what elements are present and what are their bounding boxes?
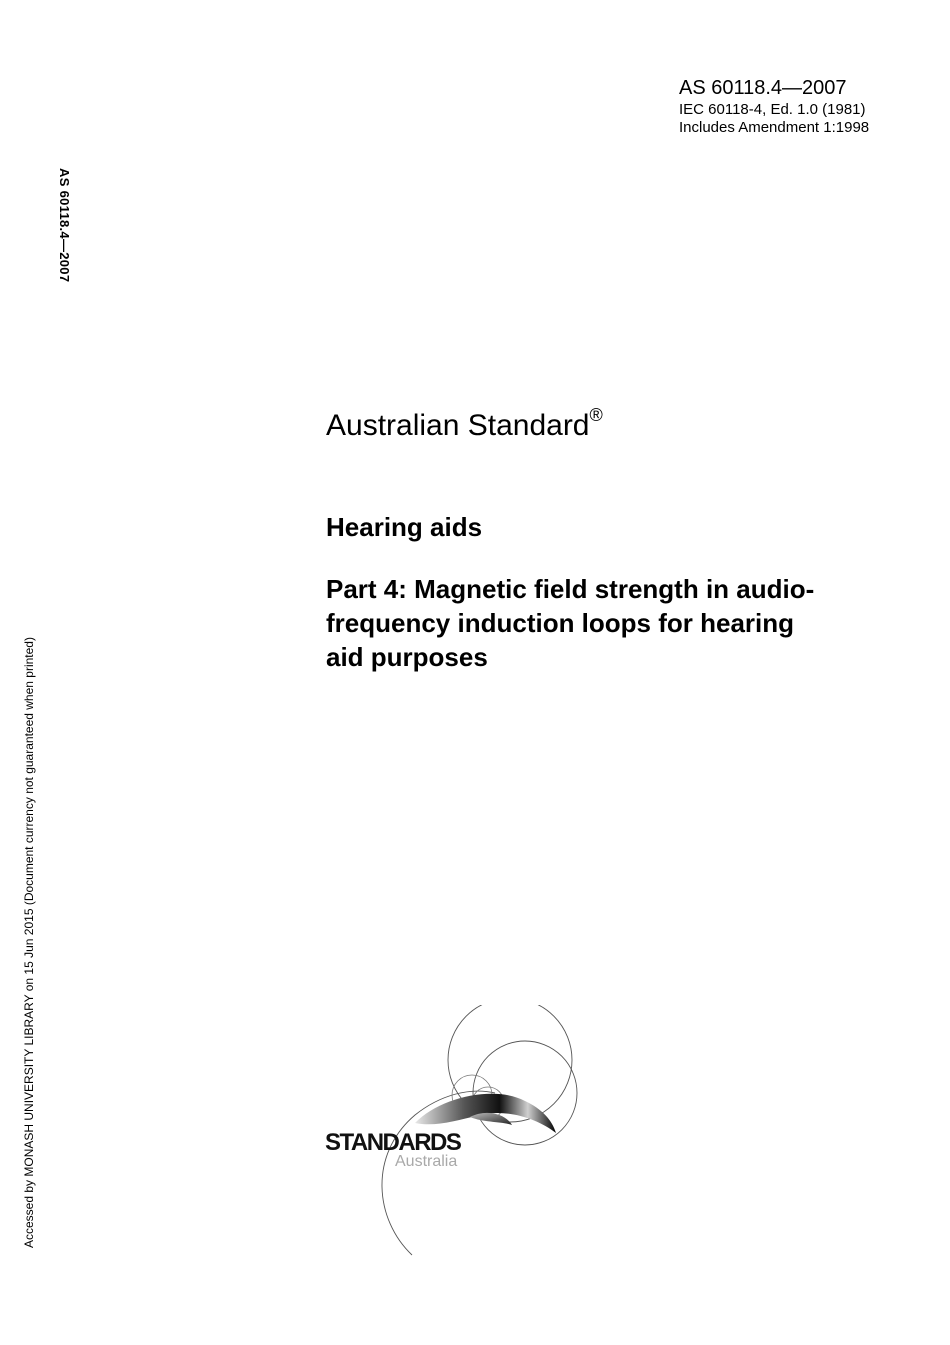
standard-type-text: Australian Standard (326, 409, 590, 442)
registered-mark: ® (589, 405, 603, 425)
standards-australia-logo (320, 1005, 590, 1265)
spine-standard-number: AS 60118.4—2007 (57, 168, 72, 283)
document-identifier-block (679, 78, 869, 138)
logo-primary-text: STANDARDS (325, 1129, 461, 1156)
logo-swoosh-inner (470, 1113, 512, 1125)
part-title: Part 4: Magnetic field strength in audio- frequency induction loops for hearing aid purposes (326, 574, 815, 672)
logo-mid-arc (473, 1041, 577, 1145)
document-subject: Hearing aids (326, 512, 483, 542)
standard-type-heading (326, 405, 603, 443)
amendment-note: Includes Amendment 1:1998 (679, 119, 870, 136)
access-watermark: Accessed by MONASH UNIVERSITY LIBRARY on 15 Jun 2015 (Document currency not guaranteed when printed) (22, 637, 36, 1248)
standard-number: AS 60118.4—2007 (679, 77, 847, 99)
iec-reference: IEC 60118-4, Ed. 1.0 (1981) (679, 101, 866, 118)
logo-graphic (320, 1005, 590, 1265)
logo-secondary-text: Australia (395, 1153, 458, 1170)
